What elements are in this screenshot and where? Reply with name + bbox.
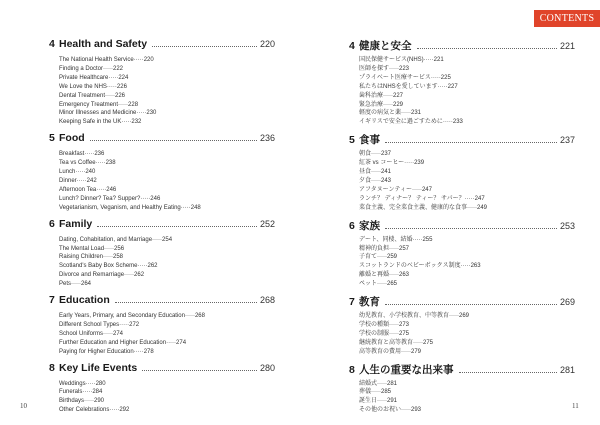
toc-entry[interactable]: Paying for Higher Education·····278 <box>59 348 154 355</box>
chapter-number: 8 <box>349 363 355 376</box>
toc-entry[interactable]: デート、同棲、結婚·····255 <box>359 236 433 243</box>
chapter-items <box>49 312 275 357</box>
toc-entry[interactable]: イギリスで安全に過ごすために·····233 <box>359 119 463 126</box>
chapter-items <box>49 56 275 127</box>
chapter-page-number: 220 <box>259 39 275 49</box>
toc-chapter <box>349 132 575 212</box>
chapter-items <box>349 236 575 289</box>
toc-entry[interactable]: The National Health Service·····220 <box>59 57 154 63</box>
toc-entry[interactable]: 歯科治療·····227 <box>359 92 404 99</box>
toc-entry[interactable]: Minor Illnesses and Medicine·····230 <box>59 110 157 117</box>
toc-entry[interactable]: ランチ？ ディナー？ ティー？ サパー？·····247 <box>359 195 485 202</box>
chapter-number: 7 <box>49 294 55 307</box>
toc-chapter <box>49 362 275 416</box>
toc-entry[interactable]: Further Education and Higher Education·····274 <box>59 339 187 346</box>
dot-leader <box>90 140 257 141</box>
toc-chapter <box>349 218 575 289</box>
toc-entry[interactable]: Dental Treatment·····226 <box>59 92 126 99</box>
chapter-heading[interactable] <box>49 294 275 312</box>
chapter-title: Key Life Events <box>59 361 138 374</box>
chapter-number: 4 <box>49 38 55 50</box>
chapter-page-number: 268 <box>259 295 275 306</box>
chapter-heading[interactable] <box>349 218 575 236</box>
chapter-items <box>49 380 275 416</box>
chapter-items <box>349 312 575 357</box>
chapter-page-number: 237 <box>559 135 575 146</box>
chapter-page-number: 281 <box>559 364 575 375</box>
toc-entry[interactable]: Finding a Doctor·····222 <box>59 65 124 72</box>
toc-left-column <box>49 38 275 420</box>
toc-entry[interactable]: Tea vs Coffee·····238 <box>59 160 116 167</box>
chapter-title: 家族 <box>359 219 380 232</box>
toc-entry[interactable]: 緊急治療·····229 <box>359 101 404 108</box>
chapter-title: Food <box>59 132 85 145</box>
toc-chapter <box>49 132 275 212</box>
chapter-title: 健康と安全 <box>359 40 412 52</box>
chapter-heading[interactable] <box>349 294 575 312</box>
toc-entry[interactable]: 紅茶 vs コーヒー·····239 <box>359 160 425 167</box>
toc-entry[interactable]: Raising Children·····258 <box>59 254 124 261</box>
chapter-items <box>49 150 275 212</box>
chapter-page-number: 221 <box>559 41 575 51</box>
toc-entry[interactable]: Funerals·····284 <box>59 389 103 396</box>
chapter-title: Education <box>59 294 110 307</box>
dot-leader <box>385 142 557 143</box>
toc-chapter <box>49 38 275 127</box>
dot-leader <box>142 370 257 371</box>
chapter-page-number: 252 <box>259 218 275 229</box>
toc-entry[interactable]: Keeping Safe in the UK·····232 <box>59 119 142 126</box>
chapter-heading[interactable] <box>49 38 275 56</box>
chapter-number: 5 <box>49 132 55 145</box>
toc-entry[interactable]: Vegetarianism, Veganism, and Healthy Eating·····248 <box>59 204 201 211</box>
chapter-number: 4 <box>349 40 355 52</box>
toc-entry[interactable]: 葬儀·····285 <box>359 389 392 396</box>
chapter-items <box>349 150 575 212</box>
chapter-page-number: 253 <box>559 220 575 231</box>
toc-entry[interactable]: スコットランドのベビーボックス制度·····263 <box>359 263 481 270</box>
chapter-title: 教育 <box>359 296 380 309</box>
chapter-number: 6 <box>349 219 355 232</box>
chapter-items <box>349 56 575 127</box>
toc-entry[interactable]: 軽度の病気と薬·····231 <box>359 110 422 117</box>
chapter-heading[interactable] <box>349 38 575 56</box>
toc-entry[interactable]: Scotland's Baby Box Scheme·····262 <box>59 263 158 270</box>
page-number-left: 10 <box>20 402 27 410</box>
chapter-title: Family <box>59 217 93 230</box>
chapter-title: 人生の重要な出来事 <box>359 363 454 376</box>
toc-entry[interactable]: 高等教育の費用·····279 <box>359 348 422 355</box>
toc-entry[interactable]: Other Celebrations·····292 <box>59 407 130 414</box>
toc-chapter <box>349 38 575 127</box>
toc-entry[interactable]: Early Years, Primary, and Secondary Education·····268 <box>59 313 205 320</box>
toc-entry[interactable]: アフタヌーンティー·····247 <box>359 186 432 193</box>
toc-entry[interactable]: Lunch? Dinner? Tea? Supper?·····246 <box>59 195 161 202</box>
dot-leader <box>385 304 557 305</box>
dot-leader <box>152 46 257 47</box>
chapter-heading[interactable] <box>49 218 275 236</box>
chapter-page-number: 280 <box>259 362 275 373</box>
chapter-number: 8 <box>49 361 55 374</box>
toc-entry[interactable]: Lunch·····240 <box>59 169 96 176</box>
chapter-heading[interactable] <box>49 132 275 150</box>
toc-chapter <box>349 362 575 416</box>
chapter-number: 7 <box>349 296 355 309</box>
toc-entry[interactable]: 医師を探す·····223 <box>359 65 410 72</box>
page-number-right: 11 <box>572 402 579 410</box>
toc-entry[interactable]: 菜食主義、完全菜食主義、健康的な食事·····249 <box>359 204 488 211</box>
contents-tag: CONTENTS <box>534 10 600 27</box>
toc-entry[interactable]: 私たちはNHSを愛しています·····227 <box>359 83 458 90</box>
toc-entry[interactable]: School Uniforms·····274 <box>59 330 124 337</box>
chapter-heading[interactable] <box>349 362 575 380</box>
toc-chapter <box>349 294 575 357</box>
toc-entry[interactable]: The Mental Load·····256 <box>59 245 125 252</box>
toc-entry[interactable]: Breakfast·····236 <box>59 151 105 158</box>
toc-entry[interactable]: 朝食·····237 <box>359 151 392 158</box>
toc-entry[interactable]: 子育て·····259 <box>359 254 398 261</box>
toc-right-column <box>349 38 575 420</box>
chapter-title: 食事 <box>359 134 380 147</box>
toc-entry[interactable]: 誕生日·····291 <box>359 398 398 405</box>
chapter-number: 5 <box>349 134 355 147</box>
toc-entry[interactable]: 国民保健サービス(NHS)·····221 <box>359 57 444 63</box>
dot-leader <box>385 228 557 229</box>
toc-entry[interactable]: Private Healthcare·····224 <box>59 74 129 81</box>
chapter-page-number: 269 <box>559 297 575 308</box>
toc-entry[interactable]: Dating, Cohabitation, and Marriage·····254 <box>59 236 173 243</box>
chapter-items <box>49 236 275 289</box>
chapter-items <box>349 380 575 416</box>
toc-entry[interactable]: 幼児教育、小学校教育、中等教育·····269 <box>359 313 470 320</box>
toc-entry[interactable]: We Love the NHS·····226 <box>59 83 127 90</box>
toc-entry[interactable]: Dinner·····242 <box>59 177 97 184</box>
dot-leader <box>97 226 257 227</box>
toc-entry[interactable]: ペット·····265 <box>359 281 398 288</box>
dot-leader <box>417 48 557 49</box>
toc-entry[interactable]: 離婚と再婚·····263 <box>359 272 410 279</box>
toc-entry[interactable]: Afternoon Tea·····246 <box>59 186 117 193</box>
toc-entry[interactable]: その他のお祝い·····293 <box>359 407 422 414</box>
toc-entry[interactable]: Different School Types·····272 <box>59 321 140 328</box>
chapter-heading[interactable] <box>349 132 575 150</box>
toc-entry[interactable]: Emergency Treatment·····228 <box>59 101 139 108</box>
toc-entry[interactable]: Birthdays·····290 <box>59 398 105 405</box>
toc-entry[interactable]: Pets·····264 <box>59 281 92 288</box>
chapter-title: Health and Safety <box>59 38 148 50</box>
toc-entry[interactable]: 昼食·····241 <box>359 169 392 176</box>
toc-entry[interactable]: 学校の種類·····273 <box>359 321 410 328</box>
toc-entry[interactable]: プライベート医療サービス·····225 <box>359 74 451 81</box>
toc-entry[interactable]: 精神的負担·····257 <box>359 245 410 252</box>
toc-entry[interactable]: 学校の制服·····275 <box>359 330 410 337</box>
toc-entry[interactable]: Divorce and Remarriage·····262 <box>59 272 145 279</box>
toc-entry[interactable]: 継続教育と高等教育·····275 <box>359 339 434 346</box>
toc-entry[interactable]: 結婚式·····281 <box>359 380 398 387</box>
chapter-number: 6 <box>49 217 55 230</box>
toc-entry[interactable]: 夕食·····243 <box>359 177 392 184</box>
dot-leader <box>459 372 557 373</box>
toc-chapter <box>49 294 275 357</box>
chapter-page-number: 236 <box>259 133 275 144</box>
chapter-heading[interactable] <box>49 362 275 380</box>
dot-leader <box>115 302 257 303</box>
toc-entry[interactable]: Weddings·····280 <box>59 380 106 387</box>
toc-chapter <box>49 218 275 289</box>
